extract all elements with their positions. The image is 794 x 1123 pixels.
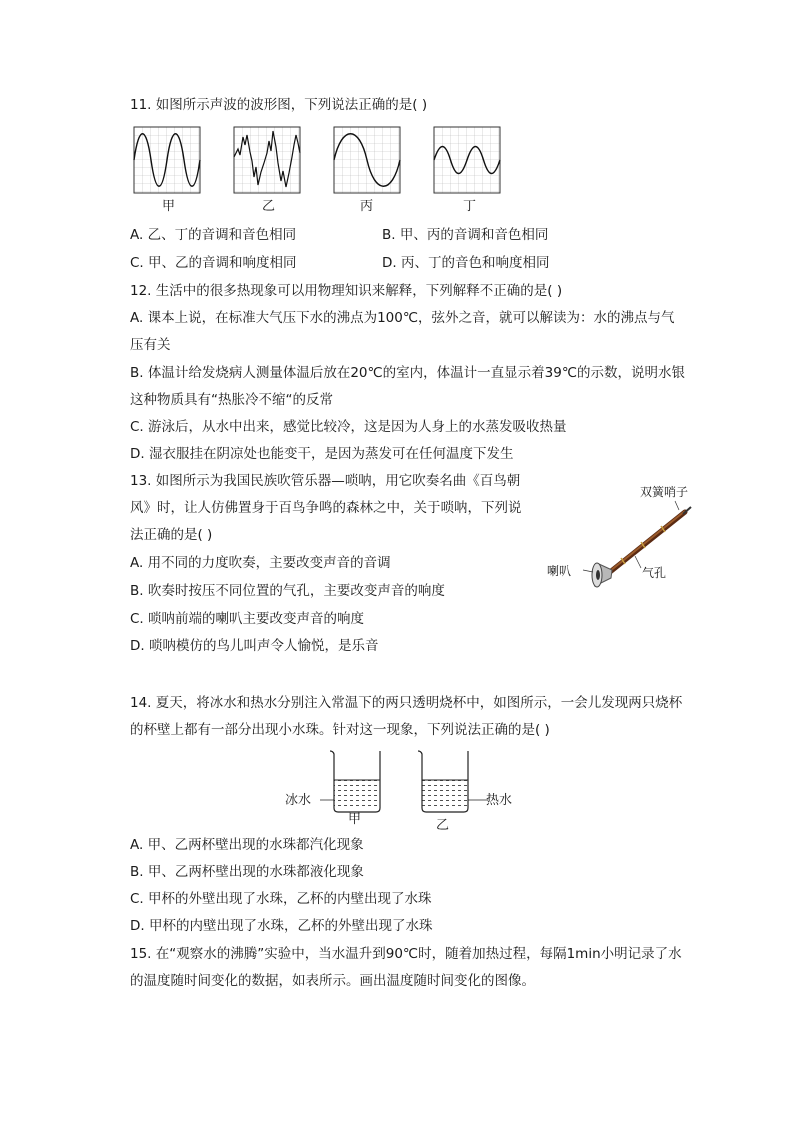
wave-ding-icon [434, 127, 500, 193]
q13-stem-line3: 法正确的是( ) [130, 527, 213, 543]
beaker-label-yi: 乙 [436, 818, 450, 833]
q14-stem-line2: 的杯壁上都有一部分出现小水珠。针对这一现象，下列说法正确的是( ) [130, 722, 550, 738]
q13-option-a: A. 用不同的力度吹奏，主要改变声音的音调 [130, 555, 391, 571]
wave-jia-icon [134, 127, 200, 193]
q14-option-c: C. 甲杯的外壁出现了水珠，乙杯的内壁出现了水珠 [130, 891, 432, 907]
suona-label-hole: 气孔 [642, 566, 667, 580]
q12-option-a-line2: 压有关 [130, 337, 171, 353]
beakers-figure [320, 748, 490, 816]
suona-label-reed: 双簧哨子 [640, 485, 689, 499]
q12-stem: 12. 生活中的很多热现象可以用物理知识来解释，下列解释不正确的是( ) [130, 283, 563, 299]
q14-option-b: B. 甲、乙两杯壁出现的水珠都液化现象 [130, 864, 364, 880]
q11-option-c: C. 甲、乙的音调和响度相同 [130, 255, 297, 271]
wave-yi-icon [234, 127, 300, 193]
q11-stem: 11. 如图所示声波的波形图，下列说法正确的是( ) [130, 97, 428, 113]
q11-option-d: D. 丙、丁的音色和响度相同 [382, 255, 550, 271]
wave-label-jia: 甲 [162, 199, 176, 214]
wave-label-yi: 乙 [262, 199, 276, 214]
q14-stem-line1: 14. 夏天，将冰水和热水分别注入常温下的两只透明烧杯中，如图所示，一会儿发现两只烧杯 [130, 695, 683, 711]
q14-option-d: D. 甲杯的内壁出现了水珠，乙杯的外壁出现了水珠 [130, 918, 433, 934]
beaker-label-ice-water: 冰水 [285, 793, 312, 808]
wave-bing-icon [334, 127, 400, 193]
q12-option-a-line1: A. 课本上说，在标准大气压下水的沸点为100℃，弦外之音，就可以解读为：水的沸点与气 [130, 310, 675, 326]
wave-label-bing: 丙 [360, 199, 374, 214]
q13-option-c: C. 唢呐前端的喇叭主要改变声音的响度 [130, 611, 365, 627]
q12-option-b-line1: B. 体温计给发烧病人测量体温后放在20℃的室内，体温计一直显示着39℃的示数，说明水银 [130, 365, 686, 381]
q14-option-a: A. 甲、乙两杯壁出现的水珠都汽化现象 [130, 837, 364, 853]
q11-option-a: A. 乙、丁的音调和音色相同 [130, 227, 297, 243]
suona-label-horn: 喇叭 [547, 564, 572, 578]
q12-option-c: C. 游泳后，从水中出来，感觉比较冷，这是因为人身上的水蒸发吸收热量 [130, 419, 567, 435]
q11-waveforms-figure [130, 124, 510, 196]
q13-option-d: D. 唢呐模仿的鸟儿叫声令人愉悦，是乐音 [130, 638, 379, 654]
q13-option-b: B. 吹奏时按压不同位置的气孔，主要改变声音的响度 [130, 583, 445, 599]
beaker-yi-icon [418, 751, 488, 812]
beaker-label-hot-water: 热水 [486, 793, 513, 808]
q11-option-b: B. 甲、丙的音调和音色相同 [382, 227, 549, 243]
q12-option-d: D. 湿衣服挂在阴凉处也能变干，是因为蒸发可在任何温度下发生 [130, 446, 514, 462]
beaker-jia-icon [320, 751, 380, 812]
wave-label-ding: 丁 [463, 199, 477, 214]
q13-stem-line1: 13. 如图所示为我国民族吹管乐器—唢呐，用它吹奏名曲《百鸟朝 [130, 473, 521, 489]
q12-option-b-line2: 这种物质具有“热胀冷不缩“的反常 [130, 392, 333, 408]
q15-stem-line1: 15. 在“观察水的沸腾”实验中，当水温升到90℃时，随着加热过程，每隔1min小明记录了水 [130, 946, 682, 962]
q13-stem-line2: 风》时，让人仿佛置身于百鸟争鸣的森林之中，关于唢呐，下列说 [130, 500, 522, 516]
suona-figure [575, 498, 695, 593]
beaker-label-jia: 甲 [348, 812, 362, 827]
q15-stem-line2: 的温度随时间变化的数据，如表所示。画出温度随时间变化的图像。 [130, 973, 535, 989]
